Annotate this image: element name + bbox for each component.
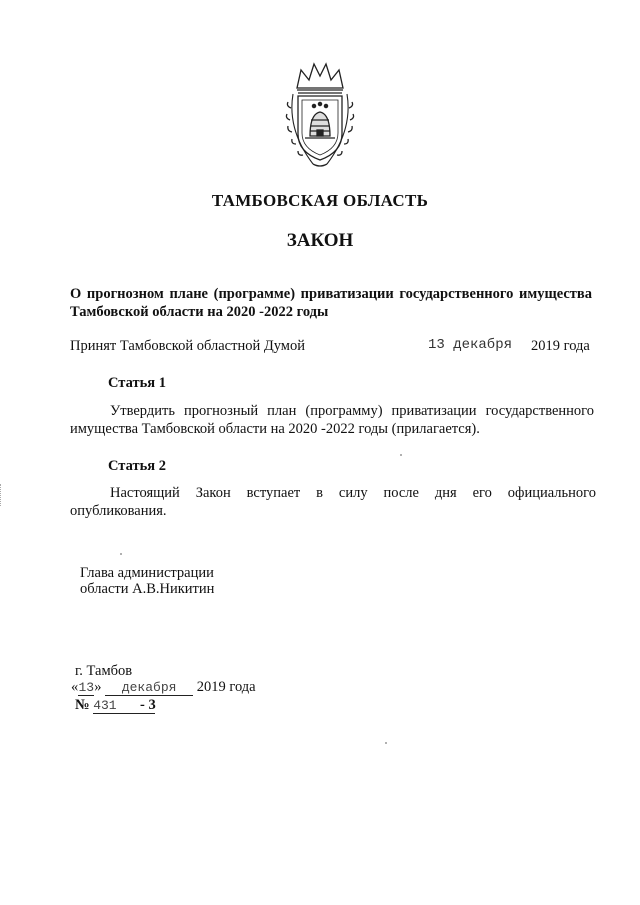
law-number: 431 — [93, 698, 117, 713]
adopted-date-stamp: 13 декабря — [428, 337, 513, 353]
law-number-suffix: - 3 — [140, 697, 156, 713]
signing-day: 13 — [78, 680, 95, 695]
adopted-year: 2019 года — [531, 338, 590, 354]
signing-year: 2019 года — [196, 679, 256, 695]
signing-city: г. Тамбов — [75, 663, 133, 679]
law-number-field — [93, 698, 155, 714]
quote-close: » — [94, 679, 102, 695]
document-type-heading: ЗАКОН — [286, 230, 354, 251]
signing-month: декабря — [105, 681, 193, 696]
signature-line-1: Глава администрации — [80, 565, 214, 581]
scan-edge-mark — [0, 484, 3, 506]
signature-line-2: области А.В.Никитин — [80, 581, 215, 597]
scan-speck — [120, 553, 122, 555]
quote-open: « — [71, 679, 79, 695]
adopted-statement: Принят Тамбовской областной Думой — [70, 338, 305, 354]
region-heading: ТАМБОВСКАЯ ОБЛАСТЬ — [211, 191, 429, 210]
law-title: О прогнозном плане (программе) приватизации государственного имущества Тамбовской области на 2020 -2022 годы — [70, 286, 592, 320]
article-1-heading: Статья 1 — [108, 375, 166, 391]
article-2-heading: Статья 2 — [108, 458, 166, 474]
article-2-text: Настоящий Закон вступает в силу после дня его официального опубликования. — [70, 485, 596, 519]
coat-of-arms-icon — [283, 60, 357, 170]
signature-block — [80, 565, 214, 597]
number-label: № — [75, 697, 90, 713]
scan-speck — [385, 742, 387, 744]
law-number-line — [75, 697, 155, 714]
article-1-text: Утвердить прогнозный план (программу) приватизации государственного имущества Тамбовской области на 2020 -2022 годы (прилагается). — [70, 403, 594, 437]
scan-speck — [400, 454, 402, 456]
signing-date-line — [71, 679, 256, 696]
